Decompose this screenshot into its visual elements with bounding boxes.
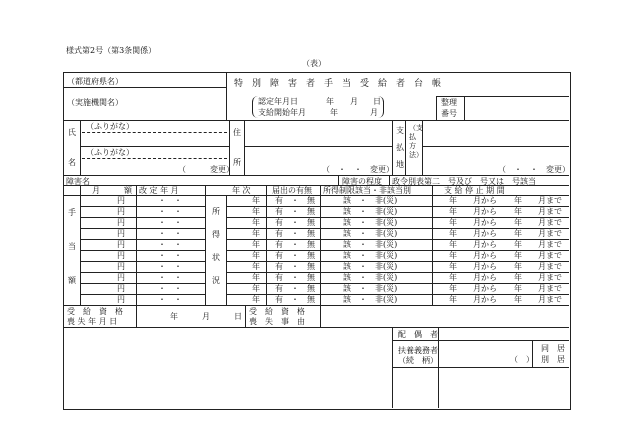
page-side-label: （表） (302, 59, 326, 68)
row-revise-date: ・ ・ (158, 284, 182, 293)
row-revise-date: ・ ・ (158, 240, 182, 249)
loss-date-label-1: 受 給 資 格 (67, 307, 123, 316)
divider (436, 96, 437, 120)
disability-name-label: 障害名 (66, 177, 90, 186)
divider (80, 185, 81, 305)
row-year: 年 (252, 251, 260, 260)
divider (205, 185, 206, 305)
row-divider (80, 272, 205, 273)
loss-reason-label-2: 喪 失 事 由 (249, 317, 305, 326)
divider (320, 305, 321, 327)
row-suspend-from: 年 月から (449, 273, 497, 282)
row-income-status: 該 ・ 非(災) (343, 240, 398, 249)
divider (136, 185, 137, 305)
row-year: 年 (252, 218, 260, 227)
row-suspend-to: 年 月まで (514, 273, 562, 282)
row-suspend-to: 年 月まで (514, 284, 562, 293)
row-income-status: 該 ・ 非(災) (343, 229, 398, 238)
pay-start-month: 月 (370, 108, 378, 117)
separate-label: 別 居 (541, 355, 565, 364)
col-month-label: 月 (92, 186, 100, 195)
row-amount-unit: 円 (117, 273, 125, 282)
row-amount-unit: 円 (117, 262, 125, 271)
cert-day: 日 (373, 97, 381, 106)
row-suspend-to: 年 月まで (514, 218, 562, 227)
divider (392, 340, 569, 341)
row-suspend-from: 年 月から (449, 218, 497, 227)
row-suspend-from: 年 月から (449, 229, 497, 238)
loss-reason-label-1: 受 給 資 格 (249, 307, 305, 316)
row-revise-date: ・ ・ (158, 262, 182, 271)
certification-date-label: 認定年月日 (258, 97, 298, 106)
row-suspend-from: 年 月から (449, 251, 497, 260)
disability-degree-label: 障害の程度 (342, 177, 382, 186)
row-amount-unit: 円 (117, 229, 125, 238)
row-divider (80, 261, 205, 262)
loss-date-label-2: 喪 失 年 月 日 (67, 317, 118, 326)
row-divider (80, 239, 205, 240)
row-support: 有 ・ 無 (275, 240, 315, 249)
row-revise-date: ・ ・ (158, 251, 182, 260)
income-label-4: 況 (212, 276, 220, 285)
row-support: 有 ・ 無 (275, 273, 315, 282)
row-year: 年 (252, 273, 260, 282)
allowance-label-3: 額 (68, 276, 76, 285)
cohabit-label: 同 居 (541, 344, 565, 353)
divider (464, 96, 465, 120)
row-support: 有 ・ 無 (275, 207, 315, 216)
row-revise-date: ・ ・ (158, 196, 182, 205)
agency-label: （実施機関名） (67, 98, 123, 107)
row-revise-date: ・ ・ (158, 295, 182, 304)
divider (244, 146, 392, 147)
divider (82, 132, 227, 133)
spouse-label: 配 偶 者 (398, 330, 438, 339)
divider (63, 87, 226, 88)
row-suspend-from: 年 月から (449, 207, 497, 216)
payment-label-2: 払 (396, 143, 404, 152)
divider (63, 305, 569, 306)
row-year: 年 (252, 284, 260, 293)
row-amount-unit: 円 (117, 251, 125, 260)
name-label-2: 名 (68, 158, 76, 167)
income-label-3: 状 (212, 253, 220, 262)
row-income-status: 該 ・ 非(災) (343, 295, 398, 304)
furigana-label-2: （ふりがな） (86, 148, 134, 157)
divider (422, 146, 569, 147)
row-income-status: 該 ・ 非(災) (343, 196, 398, 205)
row-income-status: 該 ・ 非(災) (343, 218, 398, 227)
col-income-label: 所得制限該当・非該当別 (323, 186, 411, 195)
row-year: 年 (252, 240, 260, 249)
row-suspend-to: 年 月まで (514, 196, 562, 205)
payment-label-3: 地 (396, 160, 404, 169)
row-revise-date: ・ ・ (158, 207, 182, 216)
col-support-label: 届出の有無 (272, 186, 312, 195)
divider (82, 158, 227, 159)
payment-label-1: 支 (396, 126, 404, 135)
name-change: （ 変更） (178, 165, 234, 174)
furigana-label-1: （ふりがな） (86, 122, 134, 131)
address-label-1: 住 (233, 128, 241, 137)
row-amount-unit: 円 (117, 207, 125, 216)
allowance-label-2: 当 (68, 242, 76, 251)
name-label-1: 氏 (68, 128, 76, 137)
income-label-1: 所 (212, 207, 220, 216)
row-divider (80, 206, 205, 207)
row-income-status: 該 ・ 非(災) (343, 273, 398, 282)
row-amount-unit: 円 (117, 218, 125, 227)
row-support: 有 ・ 無 (275, 284, 315, 293)
row-income-status: 該 ・ 非(災) (343, 284, 398, 293)
row-divider (80, 250, 205, 251)
row-suspend-from: 年 月から (449, 262, 497, 271)
divider (226, 72, 227, 120)
divider (63, 120, 569, 121)
allowance-label-1: 手 (68, 208, 76, 217)
row-support: 有 ・ 無 (275, 295, 315, 304)
loss-date-value: 年 月 日 (170, 312, 242, 321)
cabinet-order-label: 政令別表第二 号及び 号又は 号該当 (392, 177, 536, 186)
prefecture-label: （都道府県名） (67, 77, 123, 86)
ref-number-label: 整理 (441, 98, 457, 107)
row-suspend-to: 年 月まで (514, 262, 562, 271)
divider (80, 120, 81, 175)
cert-year: 年 (326, 97, 334, 106)
divider (80, 146, 229, 147)
divider (392, 367, 569, 368)
divider (136, 305, 137, 327)
divider (405, 120, 406, 175)
row-year: 年 (252, 207, 260, 216)
row-suspend-to: 年 月まで (514, 240, 562, 249)
row-suspend-to: 年 月まで (514, 207, 562, 216)
row-year: 年 (252, 295, 260, 304)
form-number: 様式第2号（第3条関係） (66, 46, 157, 55)
relation-paren: （ ） (510, 355, 534, 364)
ref-number-label-2: 番号 (441, 109, 457, 118)
row-amount-unit: 円 (117, 196, 125, 205)
payment-method-label: （支払方法） (409, 124, 423, 159)
row-year: 年 (252, 196, 260, 205)
row-year: 年 (252, 262, 260, 271)
row-divider (80, 217, 205, 218)
row-support: 有 ・ 無 (275, 218, 315, 227)
row-year: 年 (252, 229, 260, 238)
payment-change: （ ・ ・ 変更） (498, 165, 570, 174)
row-amount-unit: 円 (117, 295, 125, 304)
ledger-title: 特 別 障 害 者 手 当 受 給 者 台 帳 (234, 79, 442, 89)
row-suspend-to: 年 月まで (514, 251, 562, 260)
row-revise-date: ・ ・ (158, 229, 182, 238)
row-support: 有 ・ 無 (275, 251, 315, 260)
row-revise-date: ・ ・ (158, 218, 182, 227)
col-amount-label: 額 (124, 186, 132, 195)
row-income-status: 該 ・ 非(災) (343, 207, 398, 216)
row-divider (80, 294, 205, 295)
col-suspension-label: 支 給 停 止 期 間 (444, 186, 505, 195)
row-suspend-from: 年 月から (449, 240, 497, 249)
row-support: 有 ・ 無 (275, 262, 315, 271)
row-suspend-from: 年 月から (449, 295, 497, 304)
income-label-2: 得 (212, 230, 220, 239)
row-income-status: 該 ・ 非(災) (343, 262, 398, 271)
row-amount-unit: 円 (117, 240, 125, 249)
divider (266, 185, 267, 305)
row-divider (80, 283, 205, 284)
obligor-label-1: 扶養義務者 (398, 346, 438, 355)
divider (63, 327, 569, 328)
col-revise-label: 改 定 年 月 (139, 186, 179, 195)
divider (63, 175, 569, 176)
divider (338, 175, 339, 185)
row-income-status: 該 ・ 非(災) (343, 251, 398, 260)
divider (436, 96, 569, 97)
divider (432, 185, 433, 305)
cert-month: 月 (350, 97, 358, 106)
divider (244, 120, 245, 175)
row-suspend-from: 年 月から (449, 196, 497, 205)
divider (245, 305, 246, 327)
row-support: 有 ・ 無 (275, 229, 315, 238)
row-suspend-from: 年 月から (449, 284, 497, 293)
row-divider (80, 228, 205, 229)
pay-start-year: 年 (330, 108, 338, 117)
row-revise-date: ・ ・ (158, 273, 182, 282)
row-amount-unit: 円 (117, 284, 125, 293)
address-label-2: 所 (233, 158, 241, 167)
divider (320, 185, 321, 305)
col-year-label: 年 次 (232, 186, 251, 195)
obligor-label-2: （続 柄） (398, 356, 438, 365)
address-change: （ ・ ・ 変更） (322, 165, 394, 174)
divider (389, 175, 390, 185)
row-suspend-to: 年 月まで (514, 295, 562, 304)
row-suspend-to: 年 月まで (514, 229, 562, 238)
payment-start-label: 支給開始年月 (258, 108, 306, 117)
row-support: 有 ・ 無 (275, 196, 315, 205)
